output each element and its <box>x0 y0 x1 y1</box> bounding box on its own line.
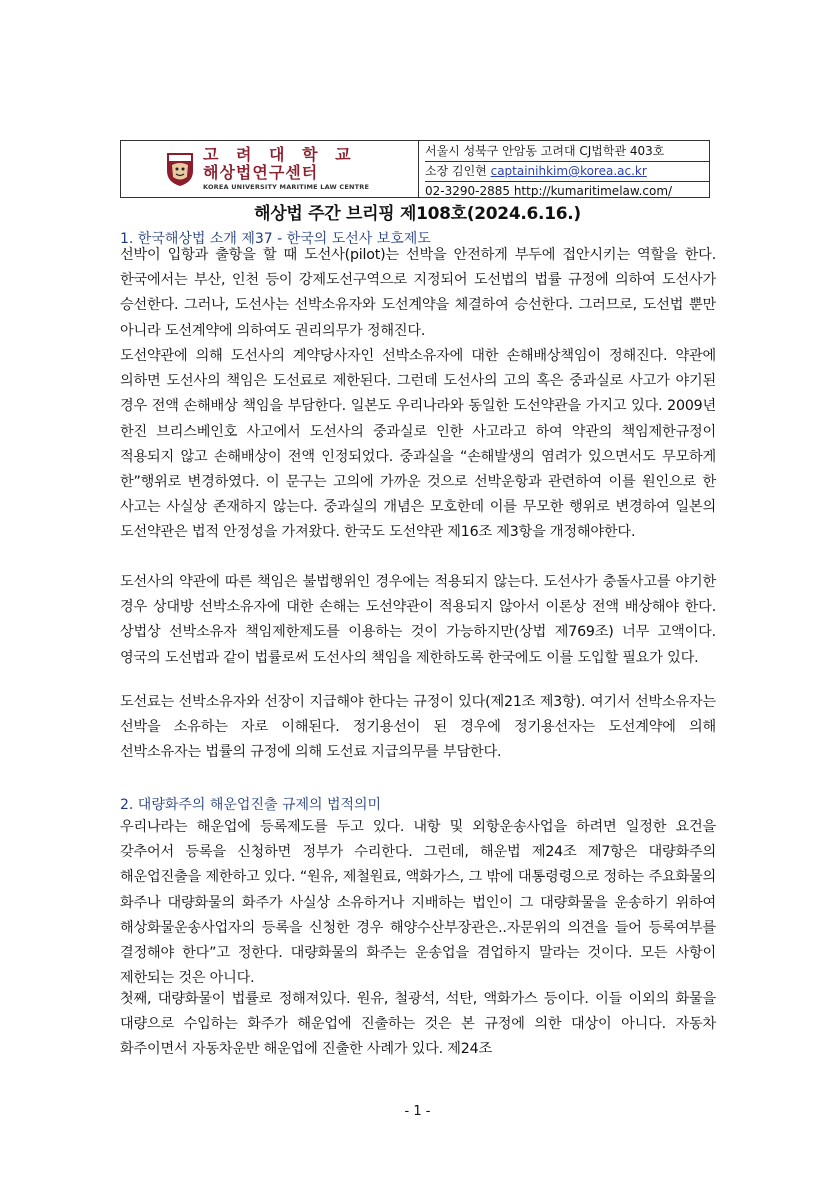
director-line <box>425 162 709 182</box>
address: 서울시 성북구 안암동 고려대 CJ법학관 403호 <box>425 142 709 162</box>
section-2-paragraph-2: 첫째, 대량화물이 법률로 정해져있다. 원유, 철광석, 석탄, 액화가스 등이다. 이들 이외의 화물을 대량으로 수입하는 화주가 해운업에 진출하는 것은 본 규정에 의한 대상이 아니다. 자동차 화주이면서 자동차운반 해운업에 진출한 사례가 있다. 제24조 <box>120 991 716 1058</box>
section-1-paragraph-1: 선박이 입항과 출항을 할 때 도선사(pilot)는 선박을 안전하게 부두에 접안시키는 역할을 한다. 한국에서는 부산, 인천 등이 강제도선구역으로 지정되어 도선법의 법률 규정에 의하여 도선사가 승선한다. 그러나, 도선사는 선박소유자와 도선계약을 체결하여 승선한다. 그러므로, 도선법 뿐만 아니라 도선계약에 의하여도 권리의무가 정해진다. <box>120 247 716 339</box>
section-1-paragraph-3: 도선사의 약관에 따른 책임은 불법행위인 경우에는 적용되지 않는다. 도선사가 충돌사고를 야기한 경우 상대방 선박소유자에 대한 손해는 도선약관이 적용되지 않아서 이론상 전액 배상해야 한다. 상법상 선박소유자 책임제한제도를 이용하는 것이 가능하지만(상법 제769조) 너무 고액이다. 영국의 도선법과 같이 법률로써 도선사의 책임을 제한하도록 한국에도 이를 도입할 필요가 있다. <box>120 574 716 666</box>
page-number: - 1 - <box>404 1104 431 1119</box>
contact-info <box>419 141 709 197</box>
director-email-link[interactable]: captainihkim@korea.ac.kr <box>490 164 647 178</box>
briefing-title: 해상법 주간 브리핑 제108호(2024.6.16.) <box>254 204 581 224</box>
director-name: 소장 김인현 <box>425 164 491 178</box>
korea-university-emblem-icon <box>165 151 195 187</box>
university-name: 고 려 대 학 교 <box>203 145 357 165</box>
university-logo <box>121 141 419 197</box>
center-name: 해상법연구센터 <box>203 163 319 183</box>
section-1-paragraph-2: 도선약관에 의해 도선사의 계약당사자인 선박소유자에 대한 손해배상책임이 정해진다. 약관에 의하면 도선사의 책임은 도선료로 제한된다. 그런데 도선사의 고의 혹은 중과실로 사고가 야기된 경우 전액 손해배상 책임을 부담한다. 일본도 우리나라와 동일한 도선약관을 가지고 있다. 2009년 한진 브리스베인호 사고에서 도선사의 중과실로 인한 사고라고 하여 약관의 책임제한규정이 적용되지 않고 손해배상이 전액 인정되었다. 중과실을 “손해발생의 염려가 있으면서도 무모하게 한”행위로 변경하였다. 이 문구는 고의에 가까운 것으로 선박운항과 관련하여 이를 원인으로 한 사고는 사실상 존재하지 않는다. 중과실의 개념은 모호한데 이를 무모한 행위로 변경하여 일본의 도선약관은 법적 안정성을 가져왔다. 한국도 도선약관 제16조 제3항을 개정해야한다. <box>120 348 716 541</box>
section-1-heading: 1. 한국해상법 소개 제37 - 한국의 도선사 보호제도 <box>120 231 431 247</box>
section-1-paragraph-4: 도선료는 선박소유자와 선장이 지급해야 한다는 규정이 있다(제21조 제3항). 여기서 선박소유자는 선박을 소유하는 자로 이해된다. 정기용선이 된 경우에 정기용선자는 도선계약에 의해 선박소유자는 법률의 규정에 의해 도선료 지급의무를 부담한다. <box>120 694 716 761</box>
section-2-heading: 2. 대량화주의 해운업진출 규제의 법적의미 <box>120 797 382 813</box>
phone-website: 02-3290-2885 http://kumaritimelaw.com/ <box>425 184 673 198</box>
center-name-english: KOREA UNIVERSITY MARITIME LAW CENTRE <box>203 183 370 192</box>
letterhead-box <box>120 140 710 198</box>
section-2-paragraph-1: 우리나라는 해운업에 등록제도를 두고 있다. 내항 및 외항운송사업을 하려면 일정한 요건을 갖추어서 등록을 신청하면 정부가 수리한다. 그런데, 해운법 제24조 제7항은 대량화주의 해운업진출을 제한하고 있다. “원유, 제철원료, 액화가스, 그 밖에 대통령령으로 정하는 주요화물의 화주나 대량화물의 화주가 사실상 소유하거나 지배하는 법인이 그 대량화물을 운송하기 위하여 해상화물운송사업자의 등록을 신청한 경우 해양수산부장관은..자문위의 의견을 들어 등록여부를 결정해야 한다”고 정한다. 대량화물의 화주는 운송업을 겸업하지 말라는 것이다. 모든 사항이 제한되는 것은 아니다. <box>120 819 716 987</box>
